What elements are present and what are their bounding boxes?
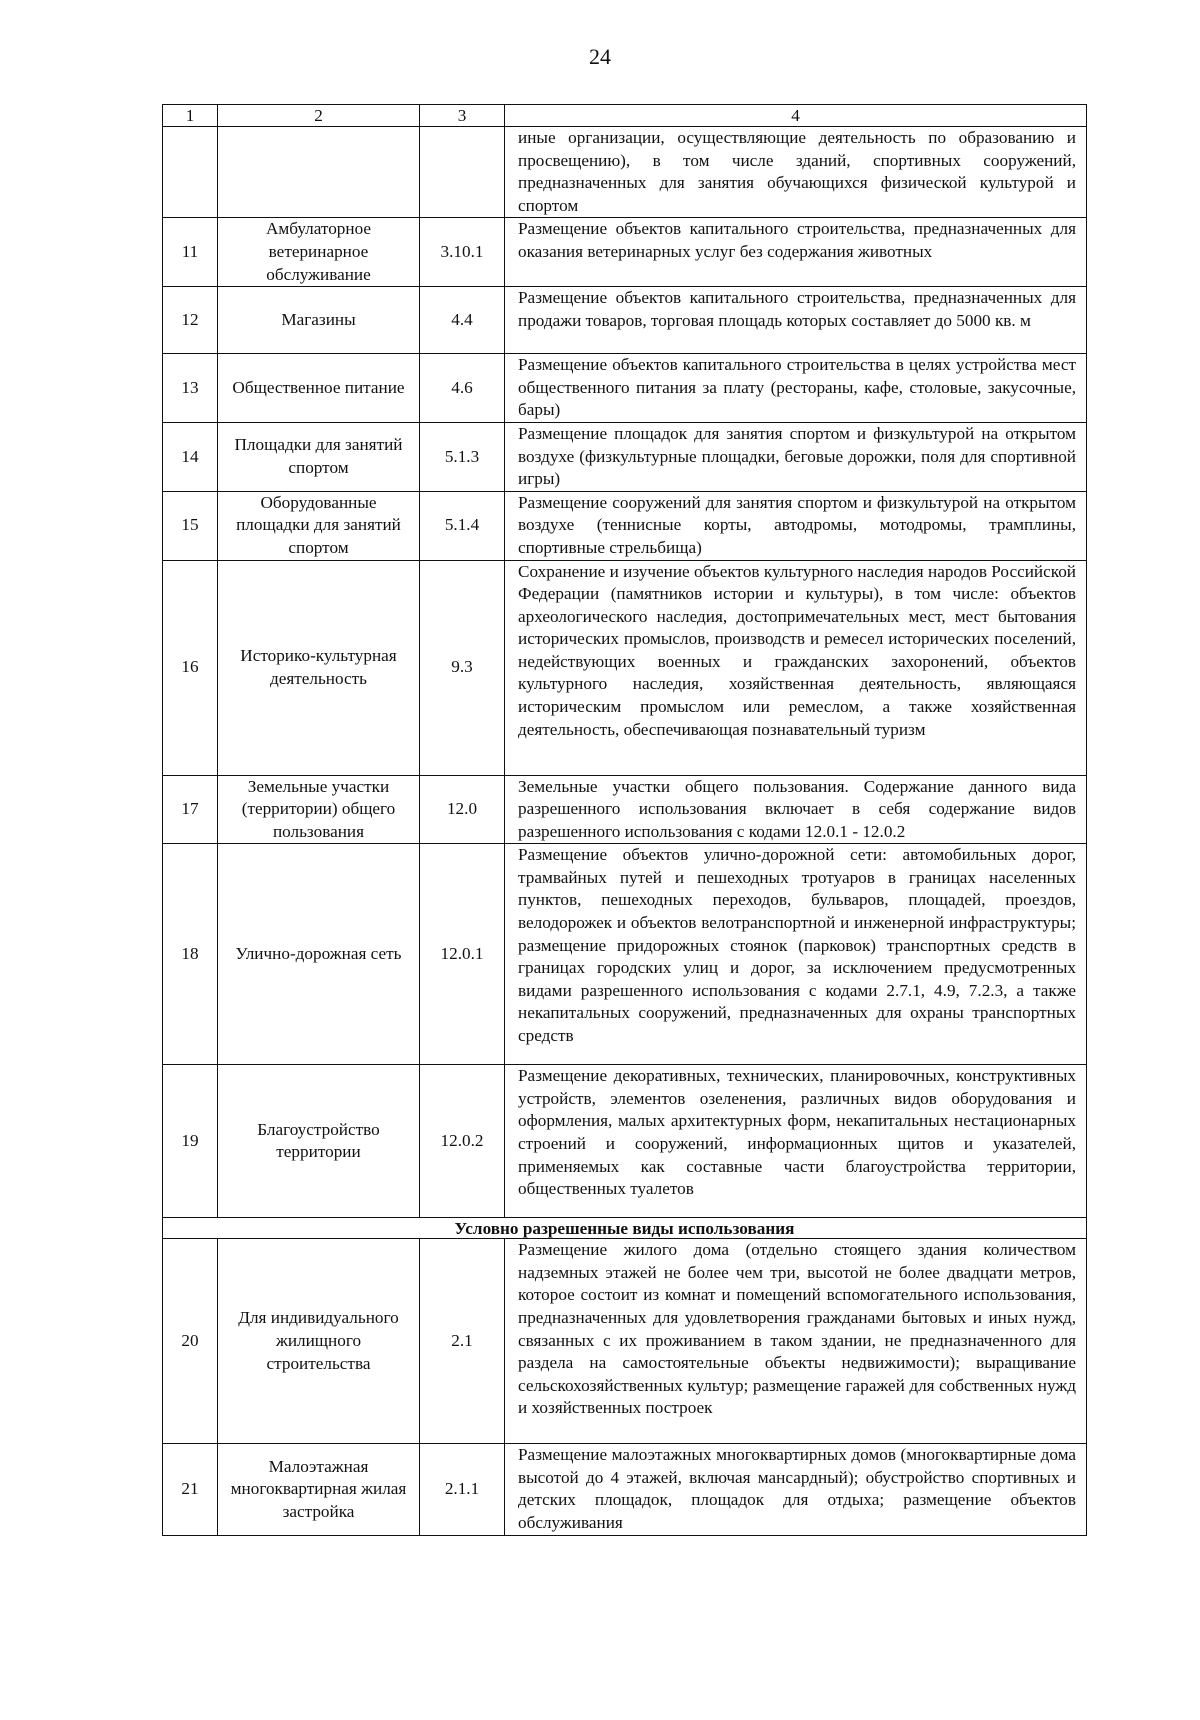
use-type-description: Размещение объектов капитального строительства в целях устройства мест общественного питания за плату (рестораны, кафе, столовые, закусочные, бары) (505, 354, 1087, 423)
use-type-description: Размещение объектов улично-дорожной сети: автомобильных дорог, трамвайных путей и пешеходных тротуаров в границах населенных пунктов, пешеходных переходов, бульваров, площадей, проездов, велодорожек и объектов велотранспортной и инженерной инфраструктуры; размещение придорожных стоянок (парковок) транспортных средств в границах городских улиц и дорог, за исключением предусмотренных видами разрешенного использования с кодами 2.7.1, 4.9, 7.2.3, а также некапитальных сооружений, предназначенных для охраны транспортных средств (505, 844, 1087, 1065)
row-number: 21 (163, 1444, 218, 1535)
section-title: Условно разрешенные виды использования (163, 1218, 1087, 1239)
use-type-name: Магазины (218, 287, 420, 354)
table-row (163, 422, 1087, 491)
use-type-name: Общественное питание (218, 354, 420, 423)
use-type-code: 12.0.1 (420, 844, 505, 1065)
continuation-name-cell (218, 127, 420, 218)
row-number: 17 (163, 775, 218, 844)
use-type-code: 12.0 (420, 775, 505, 844)
column-header-2: 2 (218, 105, 420, 127)
row-number: 18 (163, 844, 218, 1065)
use-type-code: 3.10.1 (420, 218, 505, 287)
table-header-row (163, 105, 1087, 127)
use-type-code: 12.0.2 (420, 1065, 505, 1218)
continuation-row (163, 127, 1087, 218)
land-use-table (162, 104, 1087, 1536)
row-number: 11 (163, 218, 218, 287)
continuation-num-cell (163, 127, 218, 218)
use-type-description: Земельные участки общего пользования. Содержание данного вида разрешенного использования включает в себя содержание видов разрешенного использования с кодами 12.0.1 - 12.0.2 (505, 775, 1087, 844)
table-row (163, 1239, 1087, 1444)
table-row (163, 1065, 1087, 1218)
use-type-code: 9.3 (420, 560, 505, 775)
use-type-name: Историко-культурная деятельность (218, 560, 420, 775)
use-type-description: Размещение декоративных, технических, планировочных, конструктивных устройств, элементов озеленения, различных видов оборудования и оформления, малых архитектурных форм, некапитальных нестационарных строений и сооружений, информационных щитов и указателей, применяемых как составные части благоустройства территории, общественных туалетов (505, 1065, 1087, 1218)
row-number: 12 (163, 287, 218, 354)
use-type-description: Сохранение и изучение объектов культурного наследия народов Российской Федерации (памятников истории и культуры), в том числе: объектов археологического наследия, достопримечательных мест, мест бытования исторических промыслов, производств и ремесел исторических поселений, недействующих военных и гражданских захоронений, объектов культурного наследия, хозяйственная деятельность, являющаяся историческим промыслом или ремеслом, а также хозяйственная деятельность, обеспечивающая познавательный туризм (505, 560, 1087, 775)
table-row (163, 1444, 1087, 1535)
use-type-description: Размещение жилого дома (отдельно стоящего здания количеством надземных этажей не более чем три, высотой не более двадцати метров, которое состоит из комнат и помещений вспомогательного использования, предназначенных для удовлетворения гражданами бытовых и иных нужд, связанных с их проживанием в таком здании, не предназначенного для раздела на самостоятельные объекты недвижимости); выращивание сельскохозяйственных культур; размещение гаражей для собственных нужд и хозяйственных построек (505, 1239, 1087, 1444)
use-type-name: Земельные участки (территории) общего пользования (218, 775, 420, 844)
use-type-name: Малоэтажная многоквартирная жилая застройка (218, 1444, 420, 1535)
column-header-1: 1 (163, 105, 218, 127)
use-type-name: Площадки для занятий спортом (218, 422, 420, 491)
use-type-name: Оборудованные площадки для занятий спортом (218, 491, 420, 560)
column-header-4: 4 (505, 105, 1087, 127)
column-header-3: 3 (420, 105, 505, 127)
section-title-row (163, 1218, 1087, 1239)
table-row (163, 775, 1087, 844)
table-row (163, 287, 1087, 354)
row-number: 20 (163, 1239, 218, 1444)
continuation-description: иные организации, осуществляющие деятельность по образованию и просвещению), в том числе зданий, спортивных сооружений, предназначенных для занятия обучающихся физической культурой и спортом (505, 127, 1087, 218)
use-type-code: 2.1.1 (420, 1444, 505, 1535)
use-type-code: 4.6 (420, 354, 505, 423)
page-number: 24 (589, 44, 611, 69)
use-type-name: Для индивидуального жилищного строительства (218, 1239, 420, 1444)
row-number: 16 (163, 560, 218, 775)
table-row (163, 218, 1087, 287)
row-number: 14 (163, 422, 218, 491)
table-row (163, 560, 1087, 775)
use-type-description: Размещение площадок для занятия спортом и физкультурой на открытом воздухе (физкультурные площадки, беговые дорожки, поля для спортивной игры) (505, 422, 1087, 491)
row-number: 19 (163, 1065, 218, 1218)
use-type-description: Размещение объектов капитального строительства, предназначенных для оказания ветеринарных услуг без содержания животных (505, 218, 1087, 287)
continuation-code-cell (420, 127, 505, 218)
table-row (163, 491, 1087, 560)
use-type-description: Размещение малоэтажных многоквартирных домов (многоквартирные дома высотой до 4 этажей, включая мансардный); обустройство спортивных и детских площадок, площадок для отдыха; размещение объектов обслуживания (505, 1444, 1087, 1535)
use-type-description: Размещение сооружений для занятия спортом и физкультурой на открытом воздухе (теннисные корты, автодромы, мотодромы, трамплины, спортивные стрельбища) (505, 491, 1087, 560)
use-type-name: Амбулаторное ветеринарное обслуживание (218, 218, 420, 287)
use-type-code: 4.4 (420, 287, 505, 354)
use-type-name: Улично-дорожная сеть (218, 844, 420, 1065)
table-row (163, 844, 1087, 1065)
use-type-name: Благоустройство территории (218, 1065, 420, 1218)
row-number: 13 (163, 354, 218, 423)
use-type-code: 5.1.4 (420, 491, 505, 560)
table-row (163, 354, 1087, 423)
use-type-description: Размещение объектов капитального строительства, предназначенных для продажи товаров, торговая площадь которых составляет до 5000 кв. м (505, 287, 1087, 354)
row-number: 15 (163, 491, 218, 560)
use-type-code: 2.1 (420, 1239, 505, 1444)
use-type-code: 5.1.3 (420, 422, 505, 491)
